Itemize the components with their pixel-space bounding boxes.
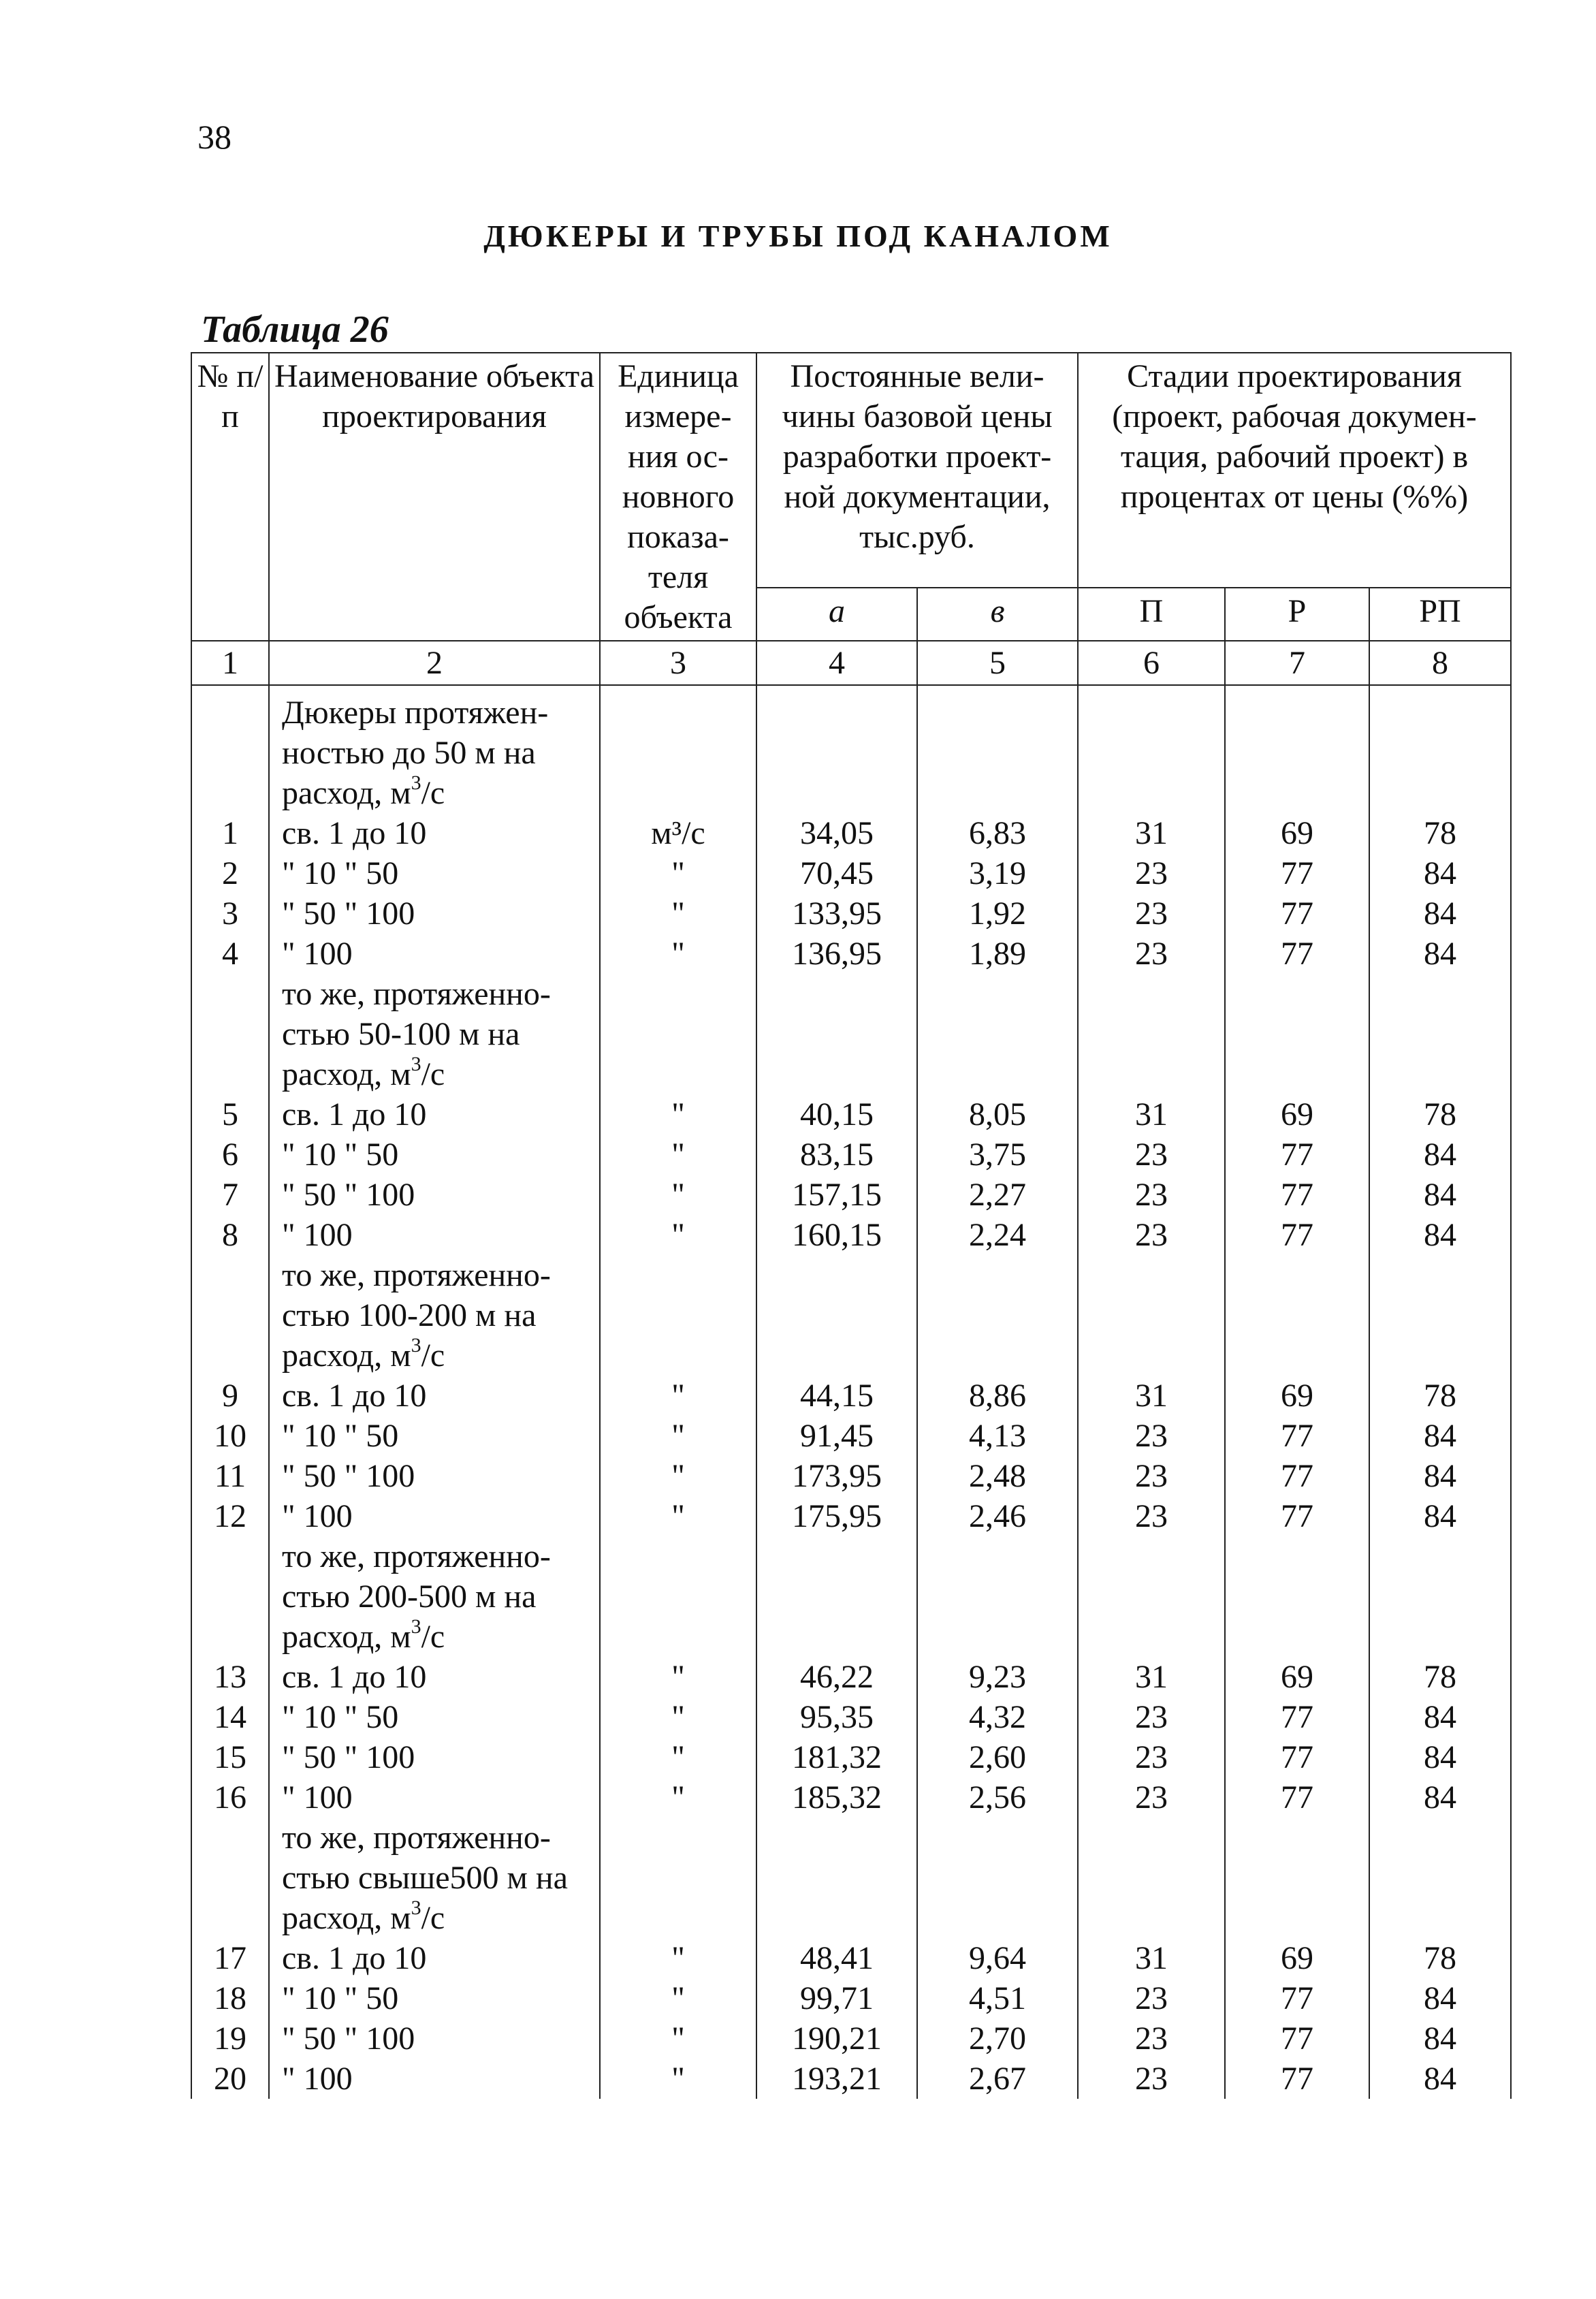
row-value-a: 136,95	[756, 934, 917, 974]
row-stage-r: 69	[1225, 1938, 1369, 1978]
row-number: 20	[191, 2059, 269, 2099]
cell-empty	[1225, 1255, 1369, 1376]
row-stage-rp: 84	[1369, 2059, 1511, 2099]
cell-empty	[191, 1255, 269, 1376]
page-title: ДЮКЕРЫ И ТРУБЫ ПОД КАНАЛОМ	[483, 219, 1113, 253]
section-heading	[269, 1536, 600, 1657]
cell-empty	[756, 974, 917, 1094]
row-stage-p: 31	[1078, 1376, 1225, 1416]
row-value-a: 173,95	[756, 1456, 917, 1496]
table-row	[191, 1376, 1511, 1416]
section-heading-text: то же, протяженно-стью свыше500 м на расход, м	[282, 1820, 568, 1936]
table-row	[191, 2018, 1511, 2059]
cell-empty	[1078, 1818, 1225, 1938]
row-unit: "	[600, 1094, 756, 1135]
row-stage-rp: 78	[1369, 813, 1511, 853]
column-number: 5	[917, 641, 1078, 685]
row-unit: "	[600, 1416, 756, 1456]
row-stage-r: 77	[1225, 1777, 1369, 1818]
row-name: " 50 " 100	[269, 2018, 600, 2059]
row-value-a: 157,15	[756, 1175, 917, 1215]
cell-empty	[756, 1255, 917, 1376]
row-value-v: 4,13	[917, 1416, 1078, 1456]
row-name: св. 1 до 10	[269, 1094, 600, 1135]
row-name: св. 1 до 10	[269, 1938, 600, 1978]
row-stage-p: 23	[1078, 1496, 1225, 1536]
row-value-a: 193,21	[756, 2059, 917, 2099]
section-heading-tail: /с	[421, 1900, 445, 1936]
section-heading-row	[191, 1818, 1511, 1938]
row-stage-rp: 78	[1369, 1094, 1511, 1135]
row-name: св. 1 до 10	[269, 813, 600, 853]
table-row	[191, 1938, 1511, 1978]
section-heading-row	[191, 685, 1511, 813]
row-stage-rp: 84	[1369, 1777, 1511, 1818]
table-row	[191, 1135, 1511, 1175]
row-unit: "	[600, 934, 756, 974]
row-stage-p: 23	[1078, 1456, 1225, 1496]
row-stage-p: 23	[1078, 853, 1225, 893]
row-value-v: 8,05	[917, 1094, 1078, 1135]
row-stage-p: 23	[1078, 1978, 1225, 2018]
header-v: в	[917, 588, 1078, 641]
page-number: 38	[197, 118, 232, 156]
row-value-v: 1,89	[917, 934, 1078, 974]
section-heading-tail: /с	[421, 1619, 445, 1655]
row-value-a: 83,15	[756, 1135, 917, 1175]
row-unit: "	[600, 853, 756, 893]
cell-empty	[1078, 1255, 1225, 1376]
row-stage-rp: 84	[1369, 1496, 1511, 1536]
table-row	[191, 893, 1511, 934]
row-number: 6	[191, 1135, 269, 1175]
table-row	[191, 1175, 1511, 1215]
row-value-v: 2,56	[917, 1777, 1078, 1818]
row-stage-p: 31	[1078, 1657, 1225, 1697]
row-stage-r: 77	[1225, 1215, 1369, 1255]
section-heading	[269, 1255, 600, 1376]
header-rp: РП	[1369, 588, 1511, 641]
row-stage-rp: 84	[1369, 934, 1511, 974]
row-value-v: 2,60	[917, 1737, 1078, 1777]
cell-empty	[756, 1818, 917, 1938]
section-heading-text: то же, протяженно-стью 200-500 м на расход, м	[282, 1538, 551, 1655]
row-stage-rp: 78	[1369, 1376, 1511, 1416]
header-p: П	[1078, 588, 1225, 641]
row-name: " 10 " 50	[269, 1978, 600, 2018]
section-heading-superscript: 3	[411, 772, 421, 794]
section-heading-superscript: 3	[411, 1053, 421, 1075]
row-number: 16	[191, 1777, 269, 1818]
row-value-v: 1,92	[917, 893, 1078, 934]
row-value-a: 175,95	[756, 1496, 917, 1536]
table-row	[191, 813, 1511, 853]
row-number: 10	[191, 1416, 269, 1456]
row-stage-r: 77	[1225, 1175, 1369, 1215]
cell-empty	[191, 1536, 269, 1657]
table-row	[191, 1456, 1511, 1496]
row-stage-r: 77	[1225, 1416, 1369, 1456]
cell-empty	[191, 974, 269, 1094]
cell-empty	[1078, 685, 1225, 813]
row-stage-p: 23	[1078, 1697, 1225, 1737]
row-stage-p: 31	[1078, 1938, 1225, 1978]
data-table	[191, 352, 1512, 2099]
column-number: 3	[600, 641, 756, 685]
section-heading-row	[191, 974, 1511, 1094]
row-unit: "	[600, 2059, 756, 2099]
row-stage-p: 23	[1078, 934, 1225, 974]
row-stage-p: 23	[1078, 2059, 1225, 2099]
row-value-v: 4,32	[917, 1697, 1078, 1737]
row-number: 3	[191, 893, 269, 934]
column-number: 7	[1225, 641, 1369, 685]
table-label: Таблица 26	[201, 308, 389, 351]
table-row	[191, 1697, 1511, 1737]
cell-empty	[917, 1536, 1078, 1657]
cell-empty	[1225, 685, 1369, 813]
row-stage-rp: 84	[1369, 1456, 1511, 1496]
section-heading-tail: /с	[421, 1337, 445, 1374]
header-const: Постоянные вели-чины базовой цены разработки проект-ной документации, тыс.руб.	[756, 353, 1078, 588]
section-heading	[269, 974, 600, 1094]
cell-empty	[600, 974, 756, 1094]
row-value-a: 48,41	[756, 1938, 917, 1978]
row-stage-r: 77	[1225, 2018, 1369, 2059]
row-stage-r: 77	[1225, 1697, 1369, 1737]
cell-empty	[191, 1818, 269, 1938]
row-name: " 100	[269, 1215, 600, 1255]
row-stage-p: 23	[1078, 1777, 1225, 1818]
row-stage-rp: 84	[1369, 1978, 1511, 2018]
row-number: 8	[191, 1215, 269, 1255]
row-stage-p: 23	[1078, 1416, 1225, 1456]
row-value-a: 160,15	[756, 1215, 917, 1255]
table-row	[191, 1657, 1511, 1697]
cell-empty	[1369, 1536, 1511, 1657]
row-unit: "	[600, 1978, 756, 2018]
row-stage-r: 69	[1225, 1657, 1369, 1697]
row-unit: "	[600, 1376, 756, 1416]
row-unit: "	[600, 1737, 756, 1777]
table-row	[191, 1094, 1511, 1135]
header-unit: Единица измере-ния ос-новного показа-теля объекта	[600, 353, 756, 641]
row-unit: "	[600, 1938, 756, 1978]
cell-empty	[917, 1818, 1078, 1938]
row-name: " 100	[269, 934, 600, 974]
row-value-v: 2,24	[917, 1215, 1078, 1255]
row-value-v: 2,70	[917, 2018, 1078, 2059]
row-name: " 50 " 100	[269, 1737, 600, 1777]
table-row	[191, 1777, 1511, 1818]
cell-empty	[1369, 974, 1511, 1094]
table-row	[191, 1496, 1511, 1536]
row-number: 14	[191, 1697, 269, 1737]
cell-empty	[1369, 1818, 1511, 1938]
row-stage-p: 23	[1078, 1135, 1225, 1175]
row-stage-rp: 84	[1369, 1737, 1511, 1777]
cell-empty	[600, 1818, 756, 1938]
row-number: 11	[191, 1456, 269, 1496]
row-number: 13	[191, 1657, 269, 1697]
cell-empty	[917, 685, 1078, 813]
row-name: св. 1 до 10	[269, 1376, 600, 1416]
row-value-a: 91,45	[756, 1416, 917, 1456]
table-row	[191, 2059, 1511, 2099]
row-value-v: 3,75	[917, 1135, 1078, 1175]
row-number: 18	[191, 1978, 269, 2018]
row-value-v: 6,83	[917, 813, 1078, 853]
section-heading-superscript: 3	[411, 1897, 421, 1919]
row-value-a: 46,22	[756, 1657, 917, 1697]
row-value-a: 40,15	[756, 1094, 917, 1135]
row-unit: "	[600, 1456, 756, 1496]
row-number: 15	[191, 1737, 269, 1777]
row-stage-p: 31	[1078, 813, 1225, 853]
table-row	[191, 934, 1511, 974]
row-stage-r: 69	[1225, 1376, 1369, 1416]
row-value-a: 70,45	[756, 853, 917, 893]
row-stage-r: 77	[1225, 2059, 1369, 2099]
row-stage-rp: 84	[1369, 1135, 1511, 1175]
table-row	[191, 1737, 1511, 1777]
cell-empty	[1369, 1255, 1511, 1376]
section-heading-tail: /с	[421, 775, 445, 811]
row-number: 12	[191, 1496, 269, 1536]
row-stage-rp: 84	[1369, 2018, 1511, 2059]
table-row	[191, 1978, 1511, 2018]
column-number: 4	[756, 641, 917, 685]
cell-empty	[756, 1536, 917, 1657]
column-number: 1	[191, 641, 269, 685]
row-number: 2	[191, 853, 269, 893]
row-stage-p: 23	[1078, 1175, 1225, 1215]
row-value-v: 3,19	[917, 853, 1078, 893]
header-r: Р	[1225, 588, 1369, 641]
row-stage-r: 77	[1225, 853, 1369, 893]
table-row	[191, 1215, 1511, 1255]
row-name: " 100	[269, 2059, 600, 2099]
cell-empty	[1078, 1536, 1225, 1657]
row-unit: "	[600, 893, 756, 934]
row-value-a: 95,35	[756, 1697, 917, 1737]
cell-empty	[1225, 1536, 1369, 1657]
row-stage-r: 77	[1225, 1737, 1369, 1777]
row-number: 1	[191, 813, 269, 853]
section-heading	[269, 1818, 600, 1938]
cell-empty	[1078, 974, 1225, 1094]
section-heading-text: то же, протяженно-стью 100-200 м на расход, м	[282, 1257, 551, 1374]
cell-empty	[191, 685, 269, 813]
row-stage-rp: 84	[1369, 893, 1511, 934]
row-stage-rp: 84	[1369, 1215, 1511, 1255]
cell-empty	[1225, 974, 1369, 1094]
row-unit: м³/с	[600, 813, 756, 853]
row-number: 4	[191, 934, 269, 974]
section-heading-superscript: 3	[411, 1334, 421, 1357]
row-value-v: 9,64	[917, 1938, 1078, 1978]
row-stage-p: 23	[1078, 893, 1225, 934]
row-value-a: 44,15	[756, 1376, 917, 1416]
column-number: 2	[269, 641, 600, 685]
row-stage-rp: 84	[1369, 1175, 1511, 1215]
section-heading	[269, 685, 600, 813]
row-stage-r: 77	[1225, 1496, 1369, 1536]
row-stage-r: 77	[1225, 1456, 1369, 1496]
section-heading-row	[191, 1536, 1511, 1657]
row-value-a: 185,32	[756, 1777, 917, 1818]
row-unit: "	[600, 1215, 756, 1255]
table-row	[191, 853, 1511, 893]
row-unit: "	[600, 1697, 756, 1737]
row-name: " 10 " 50	[269, 1135, 600, 1175]
row-stage-r: 69	[1225, 813, 1369, 853]
row-name: " 50 " 100	[269, 1456, 600, 1496]
row-number: 5	[191, 1094, 269, 1135]
row-unit: "	[600, 1657, 756, 1697]
row-unit: "	[600, 2018, 756, 2059]
row-value-v: 2,48	[917, 1456, 1078, 1496]
row-value-v: 2,67	[917, 2059, 1078, 2099]
row-stage-p: 23	[1078, 1215, 1225, 1255]
cell-empty	[600, 1255, 756, 1376]
row-name: св. 1 до 10	[269, 1657, 600, 1697]
cell-empty	[600, 1536, 756, 1657]
cell-empty	[917, 974, 1078, 1094]
row-stage-rp: 84	[1369, 1416, 1511, 1456]
row-value-a: 181,32	[756, 1737, 917, 1777]
cell-empty	[917, 1255, 1078, 1376]
row-value-v: 4,51	[917, 1978, 1078, 2018]
row-unit: "	[600, 1777, 756, 1818]
row-value-v: 9,23	[917, 1657, 1078, 1697]
row-name: " 10 " 50	[269, 1416, 600, 1456]
column-numbers-row	[191, 641, 1511, 685]
row-number: 19	[191, 2018, 269, 2059]
row-value-v: 2,46	[917, 1496, 1078, 1536]
row-unit: "	[600, 1175, 756, 1215]
row-number: 7	[191, 1175, 269, 1215]
table-row	[191, 1416, 1511, 1456]
row-name: " 10 " 50	[269, 1697, 600, 1737]
row-stage-r: 77	[1225, 893, 1369, 934]
row-unit: "	[600, 1496, 756, 1536]
row-stage-rp: 78	[1369, 1938, 1511, 1978]
row-name: " 50 " 100	[269, 893, 600, 934]
section-heading-tail: /с	[421, 1056, 445, 1092]
row-number: 9	[191, 1376, 269, 1416]
row-stage-p: 23	[1078, 1737, 1225, 1777]
row-value-a: 133,95	[756, 893, 917, 934]
row-name: " 50 " 100	[269, 1175, 600, 1215]
section-heading-superscript: 3	[411, 1615, 421, 1638]
cell-empty	[600, 685, 756, 813]
row-name: " 100	[269, 1496, 600, 1536]
section-heading-text: то же, протяженно-стью 50-100 м на расход, м	[282, 976, 551, 1092]
section-heading-text: Дюкеры протяжен-ностью до 50 м на расход, м	[282, 695, 549, 811]
row-stage-r: 77	[1225, 934, 1369, 974]
row-stage-p: 31	[1078, 1094, 1225, 1135]
column-number: 6	[1078, 641, 1225, 685]
header-stages: Стадии проектирования (проект, рабочая докумен-тация, рабочий проект) в процентах от цены (%%)	[1078, 353, 1511, 588]
header-num: № п/п	[191, 353, 269, 641]
section-heading-row	[191, 1255, 1511, 1376]
row-unit: "	[600, 1135, 756, 1175]
row-stage-r: 69	[1225, 1094, 1369, 1135]
cell-empty	[1369, 685, 1511, 813]
row-value-v: 2,27	[917, 1175, 1078, 1215]
row-stage-rp: 78	[1369, 1657, 1511, 1697]
cell-empty	[756, 685, 917, 813]
row-name: " 100	[269, 1777, 600, 1818]
row-stage-p: 23	[1078, 2018, 1225, 2059]
header-name: Наименование объекта проектирования	[269, 353, 600, 641]
row-value-v: 8,86	[917, 1376, 1078, 1416]
row-name: " 10 " 50	[269, 853, 600, 893]
row-stage-rp: 84	[1369, 1697, 1511, 1737]
column-number: 8	[1369, 641, 1511, 685]
row-value-a: 34,05	[756, 813, 917, 853]
table-header	[191, 353, 1511, 641]
row-value-a: 99,71	[756, 1978, 917, 2018]
table-body	[191, 685, 1511, 2099]
cell-empty	[1225, 1818, 1369, 1938]
row-number: 17	[191, 1938, 269, 1978]
row-stage-r: 77	[1225, 1978, 1369, 2018]
header-a: а	[756, 588, 917, 641]
row-stage-rp: 84	[1369, 853, 1511, 893]
row-value-a: 190,21	[756, 2018, 917, 2059]
row-stage-r: 77	[1225, 1135, 1369, 1175]
